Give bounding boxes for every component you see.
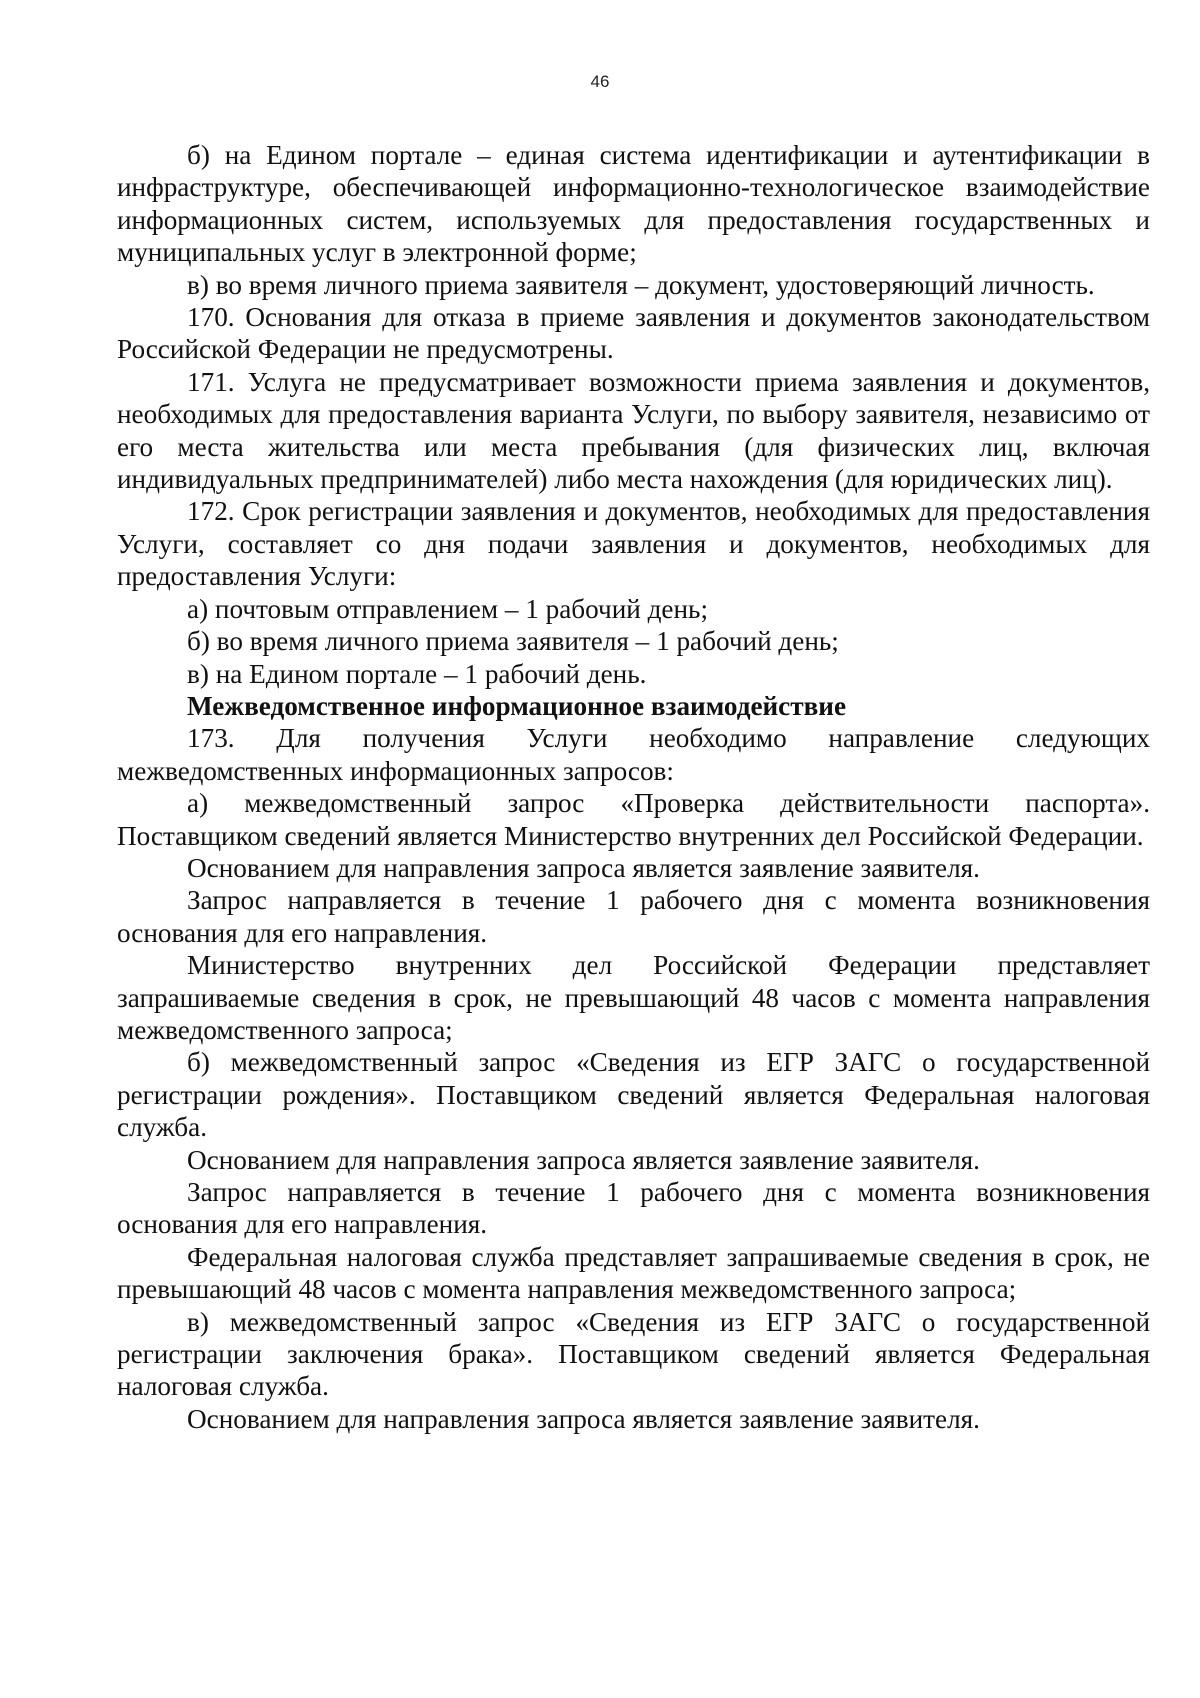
page-number: 46 <box>590 72 610 91</box>
paragraph-173: 173. Для получения Услуги необходимо направление следующих межведомственных информационных запросов: <box>117 723 1150 786</box>
paragraph-173-b-timing: Запрос направляется в течение 1 рабочего дня с момента возникновения основания для его направления. <box>117 1177 1150 1240</box>
paragraph-173-a-timing: Запрос направляется в течение 1 рабочего дня с момента возникновения основания для его направления. <box>117 885 1150 948</box>
paragraph-173-b-basis: Основанием для направления запроса является заявление заявителя. <box>187 1144 980 1175</box>
paragraph-170: 170. Основания для отказа в приеме заявления и документов законодательством Российской Федерации не предусмотрены. <box>117 302 1150 365</box>
paragraph-173-b-provider: Федеральная налоговая служба представляет запрашиваемые сведения в срок, не превышающий 48 часов с момента направления межведомственного запроса; <box>117 1241 1150 1305</box>
paragraph-item-b-portal: б) на Едином портале – единая система идентификации и аутентификации в инфраструктуре, обеспечивающей информационно-технологическое взаимодействие информационных систем, используемых для предоставления государственных и муниципальных услуг в электронной форме; <box>117 140 1150 268</box>
paragraph-172-b: б) во время личного приема заявителя – 1 рабочий день; <box>187 626 839 657</box>
paragraph-item-v-personal: в) во время личного приема заявителя – документ, удостоверяющий личность. <box>187 269 1095 300</box>
section-heading: Межведомственное информационное взаимодействие <box>187 690 847 721</box>
paragraph-173-b: б) межведомственный запрос «Сведения из ЕГР ЗАГС о государственной регистрации рождения». Поставщиком сведений является Федеральная налоговая служба. <box>117 1047 1150 1143</box>
paragraph-173-a-provider: Министерство внутренних дел Российской Федерации представляет запрашиваемые сведения в срок, не превышающий 48 часов с момента направления межведомственного запроса; <box>117 950 1150 1045</box>
paragraph-172: 172. Срок регистрации заявления и документов, необходимых для предоставления Услуги, составляет со дня подачи заявления и документов, необходимых для предоставления Услуги: <box>117 496 1150 592</box>
paragraph-172-v: в) на Едином портале – 1 рабочий день. <box>187 658 647 689</box>
paragraph-173-v-basis: Основанием для направления запроса является заявление заявителя. <box>187 1403 980 1434</box>
paragraph-173-v: в) межведомственный запрос «Сведения из ЕГР ЗАГС о государственной регистрации заключения брака». Поставщиком сведений является Федеральная налоговая служба. <box>117 1306 1150 1402</box>
paragraph-171: 171. Услуга не предусматривает возможности приема заявления и документов, необходимых для предоставления варианта Услуги, по выбору заявителя, независимо от его места жительства или места пребывания (для физических лиц, включая индивидуальных предпринимателей) либо места нахождения (для юридических лиц). <box>117 366 1150 495</box>
paragraph-172-a: а) почтовым отправлением – 1 рабочий день; <box>187 593 708 624</box>
paragraph-173-a: а) межведомственный запрос «Проверка действительности паспорта». Поставщиком сведений является Министерство внутренних дел Российской Федерации. <box>117 788 1150 851</box>
document-body <box>117 139 1150 1435</box>
paragraph-173-a-basis: Основанием для направления запроса является заявление заявителя. <box>187 852 980 883</box>
